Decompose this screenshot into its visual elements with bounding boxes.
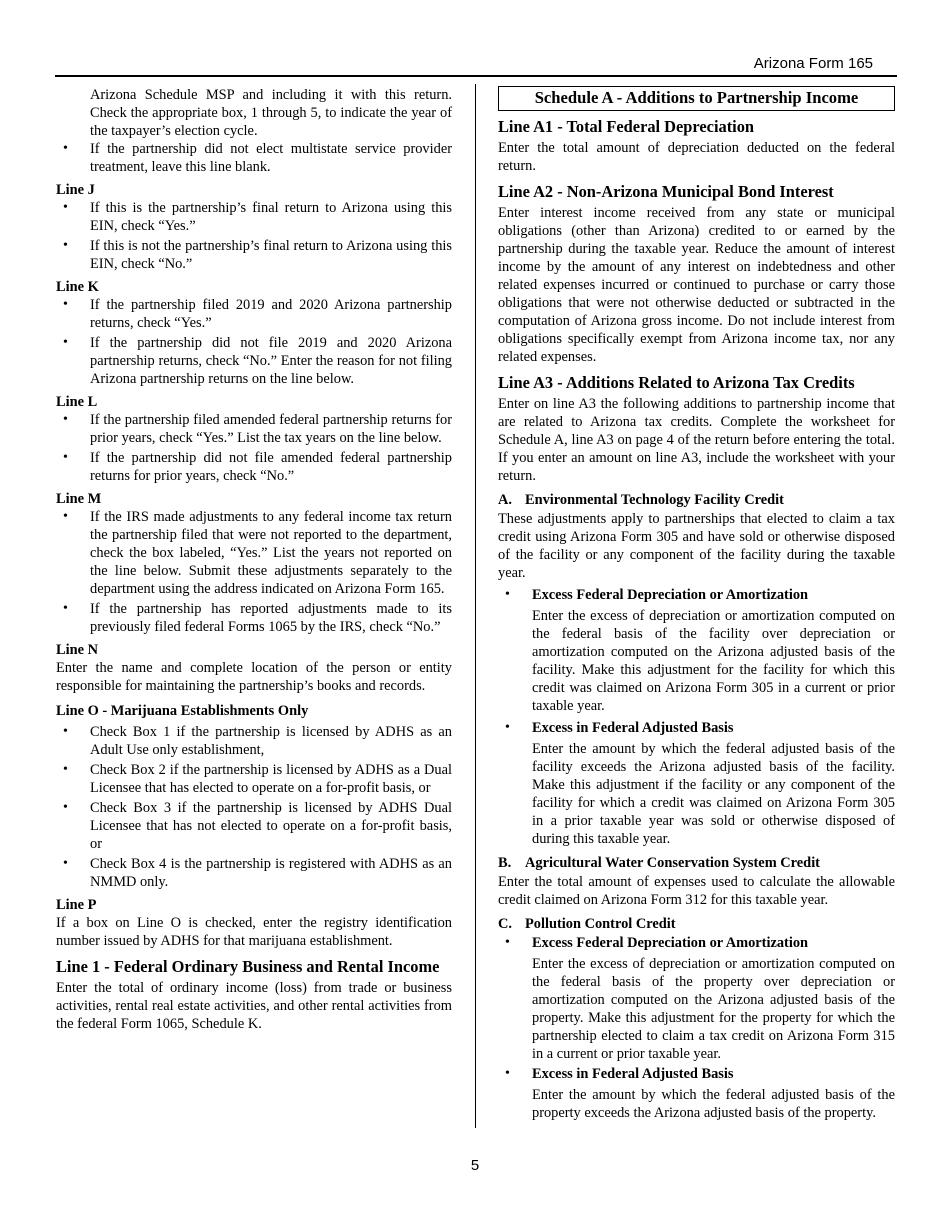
section-title: Agricultural Water Conservation System Credit <box>525 855 820 871</box>
header-rule <box>55 75 897 77</box>
line-n-heading: Line N <box>56 642 98 658</box>
line-a1-heading: Line A1 - Total Federal Depreciation <box>498 117 755 136</box>
column-divider <box>475 84 476 1128</box>
sub-heading: • Excess Federal Depreciation or Amortization <box>532 935 809 951</box>
list-item: • If the partnership did not file 2019 and 2020 Arizona partnership returns, check “No.” Enter the reason for not filing Arizona partnership returns on the line below. <box>56 334 452 388</box>
section-c-heading <box>498 915 895 933</box>
section-letter: C. <box>498 916 512 932</box>
line-j-heading: Line J <box>56 182 95 198</box>
line-1-text: Enter the total of ordinary income (loss) from trade or business activities, rental real estate activities, and other rental activities from the federal Form 1065, Schedule K. <box>56 980 452 1032</box>
list-item: • If the partnership has reported adjustments made to its previously filed federal Forms 1065 by the IRS, check “No.” <box>56 600 452 636</box>
line-l-list <box>56 411 452 485</box>
line-p-text: If a box on Line O is checked, enter the registry identification number issued by ADHS for that marijuana establishment. <box>56 915 452 949</box>
line-o-list <box>56 723 452 891</box>
section-a-heading <box>498 491 895 509</box>
line-m-list <box>56 508 452 636</box>
list-item: • Check Box 4 is the partnership is registered with ADHS as an NMMD only. <box>56 855 452 891</box>
line-a3-text: Enter on line A3 the following additions to partnership income that are related to Arizona tax credits. Complete the worksheet for Schedule A, line A3 on page 4 of the return before entering the total. If you enter an amount on line A3, include the worksheet with your return. <box>498 396 895 484</box>
line-a2-text: Enter interest income received from any state or municipal obligations (other than Arizona) credited to or earned by the partnership during the taxable year. Reduce the amount of interest income by the amount of any interest on indebtedness and other related expenses incurred or continued to purchase or carry those obligations that were not otherwise deducted or subtracted in the computation of Arizona gross income. Do not include interest from obligations specifically exempt from Arizona income tax, nor any related expenses. <box>498 205 895 365</box>
section-b-text: Enter the total amount of expenses used to calculate the allowable credit claimed on Arizona Form 312 for this taxable year. <box>498 874 895 908</box>
line-p-heading: Line P <box>56 897 97 913</box>
sub-heading: • Excess Federal Depreciation or Amortization <box>532 587 809 603</box>
page-number: 5 <box>470 1157 480 1174</box>
sub-text: Enter the excess of depreciation or amortization computed on the federal basis of the property over depreciation or amortization computed on the Arizona adjusted basis of the property. Make this adjustment for the property for which the partnership elected to claim a tax credit on Arizona Form 315 in a current or prior taxable year. <box>532 956 895 1062</box>
line-o-heading: Line O - Marijuana Establishments Only <box>56 703 309 719</box>
sub-text: Enter the amount by which the federal adjusted basis of the facility exceeds the Arizona adjusted basis of the facility. Make this adjustment if the facility or any component of the facility for which a credit was claimed on Arizona Form 305 in a prior taxable year was sold or otherwise disposed of during this taxable year. <box>532 741 895 847</box>
list-item: • If the partnership filed 2019 and 2020 Arizona partnership returns, check “Yes.” <box>56 296 452 332</box>
continued-list <box>56 140 452 176</box>
list-item: • Check Box 2 if the partnership is licensed by ADHS as a Dual Licensee that has elected to operate on a for-profit basis, or <box>56 761 452 797</box>
line-j-list <box>56 199 452 273</box>
list-item: • If the IRS made adjustments to any federal income tax return the partnership filed that were not reported to the department, check the box labeled, “Yes.” List the years not reported on the line below. Submit these adjustments separately to the department using the address indicated on Arizona Form 165. <box>56 508 452 598</box>
list-item <box>498 586 895 715</box>
section-c-list <box>498 934 895 1122</box>
sub-heading: • Excess in Federal Adjusted Basis <box>532 720 734 736</box>
line-k-heading: Line K <box>56 279 99 295</box>
sub-text: Enter the excess of depreciation or amortization computed on the federal basis of the facility over depreciation or amortization computed on the Arizona adjusted basis of the facility. Make this adjustment for the facility for which this credit was claimed on Arizona Form 305 in a current or prior taxable year. <box>532 608 895 714</box>
list-item: • If the partnership did not elect multistate service provider treatment, leave this line blank. <box>56 140 452 176</box>
line-l-heading: Line L <box>56 394 98 410</box>
section-letter: A. <box>498 492 512 508</box>
list-item: • Check Box 1 if the partnership is licensed by ADHS as an Adult Use only establishment, <box>56 723 452 759</box>
list-item: • If this is the partnership’s final return to Arizona using this EIN, check “Yes.” <box>56 199 452 235</box>
list-item <box>498 934 895 1063</box>
line-1-heading: Line 1 - Federal Ordinary Business and Rental Income <box>56 957 440 976</box>
line-k-list <box>56 296 452 388</box>
section-b-heading <box>498 854 895 872</box>
section-title: Pollution Control Credit <box>525 916 676 932</box>
list-item: • If the partnership did not file amended federal partnership returns for prior years, check “No.” <box>56 449 452 485</box>
line-m-heading: Line M <box>56 491 102 507</box>
schedule-a-title: Schedule A - Additions to Partnership Income <box>498 86 895 111</box>
section-a-text: These adjustments apply to partnerships that elected to claim a tax credit using Arizona Form 305 and have sold or otherwise disposed of the facility or any component of the facility during the taxable year. <box>498 511 895 581</box>
left-column <box>56 86 452 1033</box>
sub-text: Enter the amount by which the federal adjusted basis of the property exceeds the Arizona adjusted basis of the property. <box>532 1087 895 1121</box>
list-item: • Check Box 3 if the partnership is licensed by ADHS Dual Licensee that has not elected to operate on a for-profit basis, or <box>56 799 452 853</box>
section-a-list <box>498 586 895 848</box>
list-item: • If this is not the partnership’s final return to Arizona using this EIN, check “No.” <box>56 237 452 273</box>
list-item <box>498 1065 895 1122</box>
line-a3-heading: Line A3 - Additions Related to Arizona Tax Credits <box>498 373 855 392</box>
list-item: • If the partnership filed amended federal partnership returns for prior years, check “Yes.” List the tax years on the line below. <box>56 411 452 447</box>
right-column <box>498 86 895 1124</box>
list-item <box>498 719 895 848</box>
line-a1-text: Enter the total amount of depreciation deducted on the federal return. <box>498 140 895 174</box>
section-title: Environmental Technology Facility Credit <box>525 492 784 508</box>
continued-text: Arizona Schedule MSP and including it with this return. Check the appropriate box, 1 through 5, to indicate the year of the taxpayer’s election cycle. <box>90 87 452 139</box>
form-title: Arizona Form 165 <box>753 55 873 72</box>
line-n-text: Enter the name and complete location of the person or entity responsible for maintaining the partnership’s books and records. <box>56 660 452 694</box>
sub-heading: • Excess in Federal Adjusted Basis <box>532 1066 734 1082</box>
section-letter: B. <box>498 855 512 871</box>
line-a2-heading: Line A2 - Non-Arizona Municipal Bond Interest <box>498 182 834 201</box>
